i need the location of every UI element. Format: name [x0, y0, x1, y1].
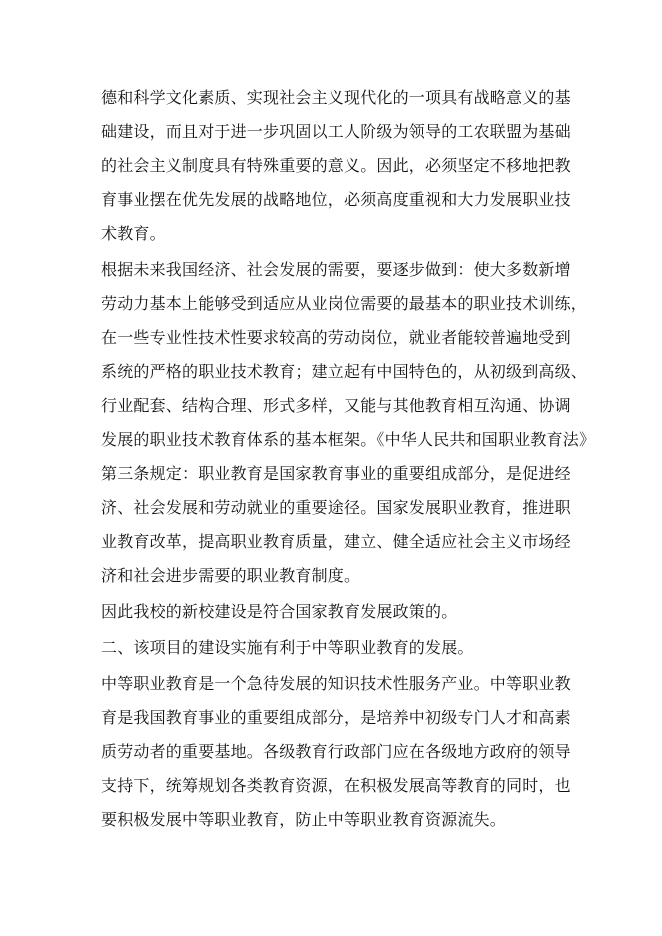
paragraph-2-line-4: 系统的严格的职业技术教育；建立起有中国特色的，从初级到高级、	[101, 362, 588, 381]
paragraph-2-line-10: 济和社会进步需要的职业教育制度。	[101, 566, 361, 585]
paragraph-1-line-4: 育事业摆在优先发展的战略地位，必须高度重视和大力发展职业技	[101, 190, 571, 209]
paragraph-2-line-7: 第三条规定：职业教育是国家教育事业的重要组成部分，是促进经	[101, 464, 571, 483]
paragraph-5-line-5: 要积极发展中等职业教育，防止中等职业教育资源流失。	[101, 810, 507, 829]
paragraph-1-line-1: 德和科学文化素质、实现社会主义现代化的一项具有战略意义的基	[101, 88, 571, 107]
paragraph-2-line-3: 在一些专业性技术性要求较高的劳动岗位，就业者能较普遍地受到	[101, 328, 571, 347]
paragraph-5-line-3: 质劳动者的重要基地。各级教育行政部门应在各级地方政府的领导	[101, 742, 571, 761]
paragraph-1-line-3: 的社会主义制度具有特殊重要的意义。因此，必须坚定不移地把教	[101, 156, 571, 175]
paragraph-2-line-1: 根据未来我国经济、社会发展的需要，要逐步做到：使大多数新增	[101, 260, 571, 279]
section-heading-line: 二、该项目的建设实施有利于中等职业教育的发展。	[101, 638, 474, 657]
paragraph-2-line-2: 劳动力基本上能够受到适应从业岗位需要的最基本的职业技术训练，	[101, 294, 588, 313]
paragraph-5-line-4: 支持下，统筹规划各类教育资源，在积极发展高等教育的同时，也	[101, 776, 571, 795]
paragraph-2-line-8: 济、社会发展和劳动就业的重要途径。国家发展职业教育，推进职	[101, 498, 571, 517]
paragraph-2-line-5: 行业配套、结构合理、形式多样，又能与其他教育相互沟通、协调	[101, 396, 571, 415]
paragraph-1-line-2: 础建设，而且对于进一步巩固以工人阶级为领导的工农联盟为基础	[101, 122, 571, 141]
paragraph-2-line-9: 业教育改革，提高职业教育质量，建立、健全适应社会主义市场经	[101, 532, 571, 551]
paragraph-1-line-5: 术教育。	[101, 224, 166, 243]
paragraph-3-line-1: 因此我校的新校建设是符合国家教育发展政策的。	[101, 602, 458, 621]
paragraph-2-line-6: 发展的职业技术教育体系的基本框架。《中华人民共和国职业教育法》	[101, 430, 596, 449]
paragraph-5-line-2: 育是我国教育事业的重要组成部分，是培养中初级专门人才和高素	[101, 708, 571, 727]
paragraph-5-line-1: 中等职业教育是一个急待发展的知识技术性服务产业。中等职业教	[101, 674, 571, 693]
